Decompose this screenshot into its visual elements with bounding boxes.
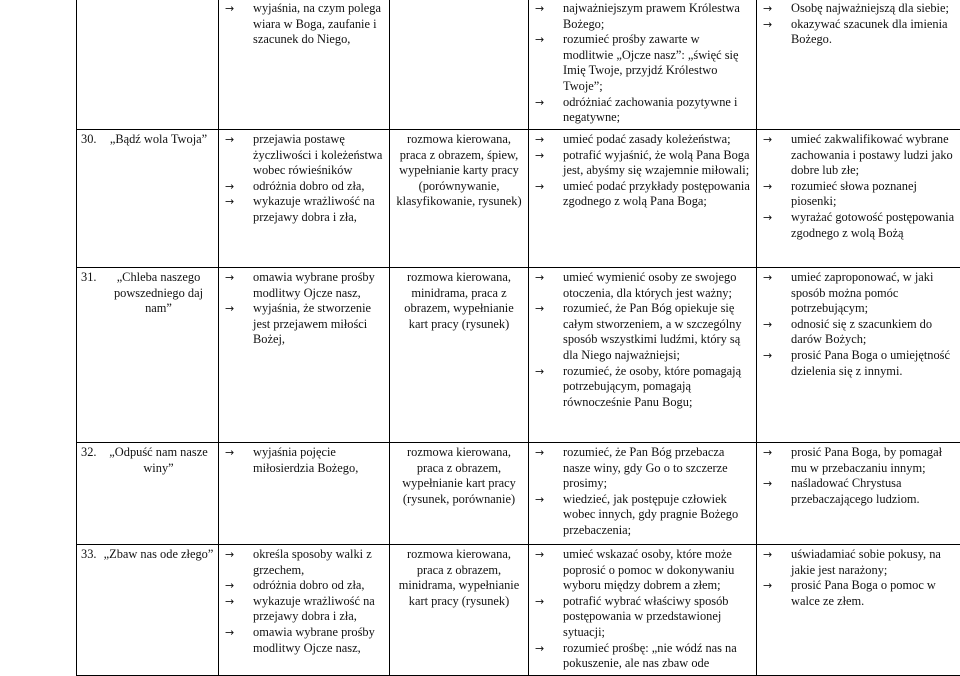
list-item [533,179,752,210]
list-item [533,364,752,411]
attitudes-cell [757,443,960,545]
lesson-title: „Zbaw nas ode złego” [103,547,214,563]
arrow-icon: → [225,578,234,594]
table-row [77,268,960,443]
arrow-icon: → [763,578,772,594]
requirements-cell [529,443,757,545]
arrow-icon: → [535,445,544,461]
aims-text: omawia wybrane prośby modlitwy Ojcze nasz, [253,625,385,656]
attitudes-text: rozumieć słowa poznanej piosenki; [791,179,956,210]
aims-cell [219,130,390,268]
arrow-icon: → [225,301,234,317]
arrow-icon: → [763,1,772,17]
attitudes-cell [757,268,960,443]
aims-cell [219,0,390,130]
list-item [533,547,752,594]
attitudes-cell [757,545,960,676]
arrow-icon: → [225,270,234,286]
lesson-cell [77,0,219,130]
arrow-icon: → [225,1,234,17]
list-item [223,1,385,48]
arrow-icon: → [535,547,544,563]
requirements-text: rozumieć, że osoby, które pomagają potrzebującym, pomagają równocześnie Panu Bogu; [563,364,752,411]
attitudes-text: Osobę najważniejszą dla siebie; [791,1,956,17]
aims-text: odróżnia dobro od zła, [253,578,385,594]
list-item [761,179,956,210]
list-item [223,270,385,301]
list-item [533,32,752,94]
arrow-icon: → [763,445,772,461]
arrow-icon: → [535,270,544,286]
aims-cell [219,268,390,443]
lesson-cell [77,545,219,676]
list-item [761,476,956,507]
list-item [761,1,956,17]
attitudes-text: umieć zakwalifikować wybrane zachowania i postawy ludzi jako dobre lub złe; [791,132,956,179]
arrow-icon: → [535,492,544,508]
arrow-icon: → [763,547,772,563]
methods-cell [390,0,529,130]
arrow-icon: → [535,641,544,657]
methods-cell: rozmowa kierowana, praca z obrazem, minidrama, wypełnianie kart pracy (rysunek) [390,545,529,676]
attitudes-text: wyrażać gotowość postępowania zgodnego z wolą Bożą [791,210,956,241]
list-item [533,445,752,492]
lesson-number: 30. [81,132,103,148]
aims-cell [219,443,390,545]
arrow-icon: → [535,95,544,111]
aims-text: przejawia postawę życzliwości i koleżeństwa wobec rówieśników [253,132,385,179]
attitudes-cell [757,130,960,268]
requirements-cell [529,0,757,130]
list-item [761,445,956,476]
aims-text: wykazuje wrażliwość na przejawy dobra i zła, [253,594,385,625]
arrow-icon: → [535,594,544,610]
arrow-icon: → [535,132,544,148]
attitudes-text: prosić Pana Boga o umiejętność dzielenia się z innymi. [791,348,956,379]
attitudes-text: odnosić się z szacunkiem do darów Bożych; [791,317,956,348]
list-item [223,625,385,656]
curriculum-table [76,0,960,676]
table-row [77,443,960,545]
list-item [533,132,752,148]
list-item [761,17,956,48]
lesson-cell [77,443,219,545]
methods-cell: rozmowa kierowana, praca z obrazem, wypełnianie kart pracy (rysunek, porównanie) [390,443,529,545]
lesson-title: „Bądź wola Twoja” [103,132,214,148]
methods-cell: rozmowa kierowana, minidrama, praca z obrazem, wypełnianie kart pracy (rysunek) [390,268,529,443]
table-row [77,545,960,676]
arrow-icon: → [535,364,544,380]
aims-text: odróżnia dobro od zła, [253,179,385,195]
requirements-text: umieć wymienić osoby ze swojego otoczenia, dla których jest ważny; [563,270,752,301]
arrow-icon: → [763,476,772,492]
requirements-text: umieć podać zasady koleżeństwa; [563,132,752,148]
list-item [761,547,956,578]
arrow-icon: → [763,348,772,364]
list-item [761,348,956,379]
list-item [761,132,956,179]
arrow-icon: → [535,301,544,317]
lesson-title: „Odpuść nam nasze winy” [103,445,214,476]
list-item [533,1,752,32]
methods-cell: rozmowa kierowana, praca z obrazem, śpiew, wypełnianie karty pracy (porównywanie, klasyfikowanie, rysunek) [390,130,529,268]
lesson-number: 31. [81,270,103,317]
list-item [223,132,385,179]
list-item [533,594,752,641]
attitudes-text: uświadamiać sobie pokusy, na jakie jest narażony; [791,547,956,578]
requirements-cell [529,268,757,443]
arrow-icon: → [225,445,234,461]
requirements-text: najważniejszym prawem Królestwa Bożego; [563,1,752,32]
aims-text: określa sposoby walki z grzechem, [253,547,385,578]
aims-text: wyjaśnia pojęcie miłosierdzia Bożego, [253,445,385,476]
attitudes-cell [757,0,960,130]
lesson-cell [77,130,219,268]
requirements-cell [529,130,757,268]
arrow-icon: → [763,270,772,286]
table-row [77,130,960,268]
list-item [223,594,385,625]
table-row [77,0,960,130]
attitudes-text: prosić Pana Boga o pomoc w walce ze złem. [791,578,956,609]
list-item [533,95,752,126]
arrow-icon: → [763,17,772,33]
lesson-number: 32. [81,445,103,476]
list-item [533,270,752,301]
aims-text: wykazuje wrażliwość na przejawy dobra i zła, [253,194,385,225]
arrow-icon: → [535,179,544,195]
aims-text: wyjaśnia, na czym polega wiara w Boga, zaufanie i szacunek do Niego, [253,1,385,48]
requirements-text: wiedzieć, jak postępuje człowiek wobec innych, gdy pragnie Bożego przebaczenia; [563,492,752,539]
lesson-cell [77,268,219,443]
arrow-icon: → [225,179,234,195]
lesson-title: „Chleba naszego powszedniego daj nam” [103,270,214,317]
list-item [761,210,956,241]
list-item [761,317,956,348]
list-item [223,578,385,594]
arrow-icon: → [763,132,772,148]
list-item [533,301,752,363]
list-item [761,578,956,609]
requirements-cell [529,545,757,676]
requirements-text: rozumieć, że Pan Bóg przebacza nasze winy, gdy Go o to szczerze prosimy; [563,445,752,492]
arrow-icon: → [225,132,234,148]
requirements-text: umieć podać przykłady postępowania zgodnego z wolą Pana Boga; [563,179,752,210]
requirements-text: odróżniać zachowania pozytywne i negatywne; [563,95,752,126]
arrow-icon: → [535,148,544,164]
arrow-icon: → [225,625,234,641]
list-item [533,641,752,672]
list-item [223,194,385,225]
list-item [223,445,385,476]
requirements-text: umieć wskazać osoby, które może poprosić o pomoc w dokonywaniu wyboru między dobrem a złem; [563,547,752,594]
list-item [223,547,385,578]
requirements-text: potrafić wybrać właściwy sposób postępowania w przedstawionej sytuacji; [563,594,752,641]
arrow-icon: → [535,32,544,48]
requirements-text: rozumieć, że Pan Bóg opiekuje się całym stworzeniem, a w szczególny sposób wszystkimi ludźmi, który są dla Niego najważniejsi; [563,301,752,363]
arrow-icon: → [535,1,544,17]
requirements-text: rozumieć prośbę: „nie wódź nas na pokuszenie, ale nas zbaw ode [563,641,752,672]
list-item [533,492,752,539]
list-item [223,179,385,195]
arrow-icon: → [225,194,234,210]
aims-text: wyjaśnia, że stworzenie jest przejawem miłości Bożej, [253,301,385,348]
attitudes-text: okazywać szacunek dla imienia Bożego. [791,17,956,48]
aims-text: omawia wybrane prośby modlitwy Ojcze nasz, [253,270,385,301]
arrow-icon: → [763,179,772,195]
attitudes-text: naśladować Chrystusa przebaczającego ludziom. [791,476,956,507]
arrow-icon: → [763,317,772,333]
arrow-icon: → [225,547,234,563]
requirements-text: rozumieć prośby zawarte w modlitwie „Ojcze nasz”: „święć się Imię Twoje, przyjdź Królestwo Twoje”; [563,32,752,94]
list-item [533,148,752,179]
lesson-number: 33. [81,547,103,563]
list-item [761,270,956,317]
attitudes-text: prosić Pana Boga, by pomagał mu w przebaczaniu innym; [791,445,956,476]
arrow-icon: → [225,594,234,610]
arrow-icon: → [763,210,772,226]
attitudes-text: umieć zaproponować, w jaki sposób można pomóc potrzebującym; [791,270,956,317]
aims-cell [219,545,390,676]
list-item [223,301,385,348]
requirements-text: potrafić wyjaśnić, że wolą Pana Boga jest, abyśmy się wzajemnie miłowali; [563,148,752,179]
